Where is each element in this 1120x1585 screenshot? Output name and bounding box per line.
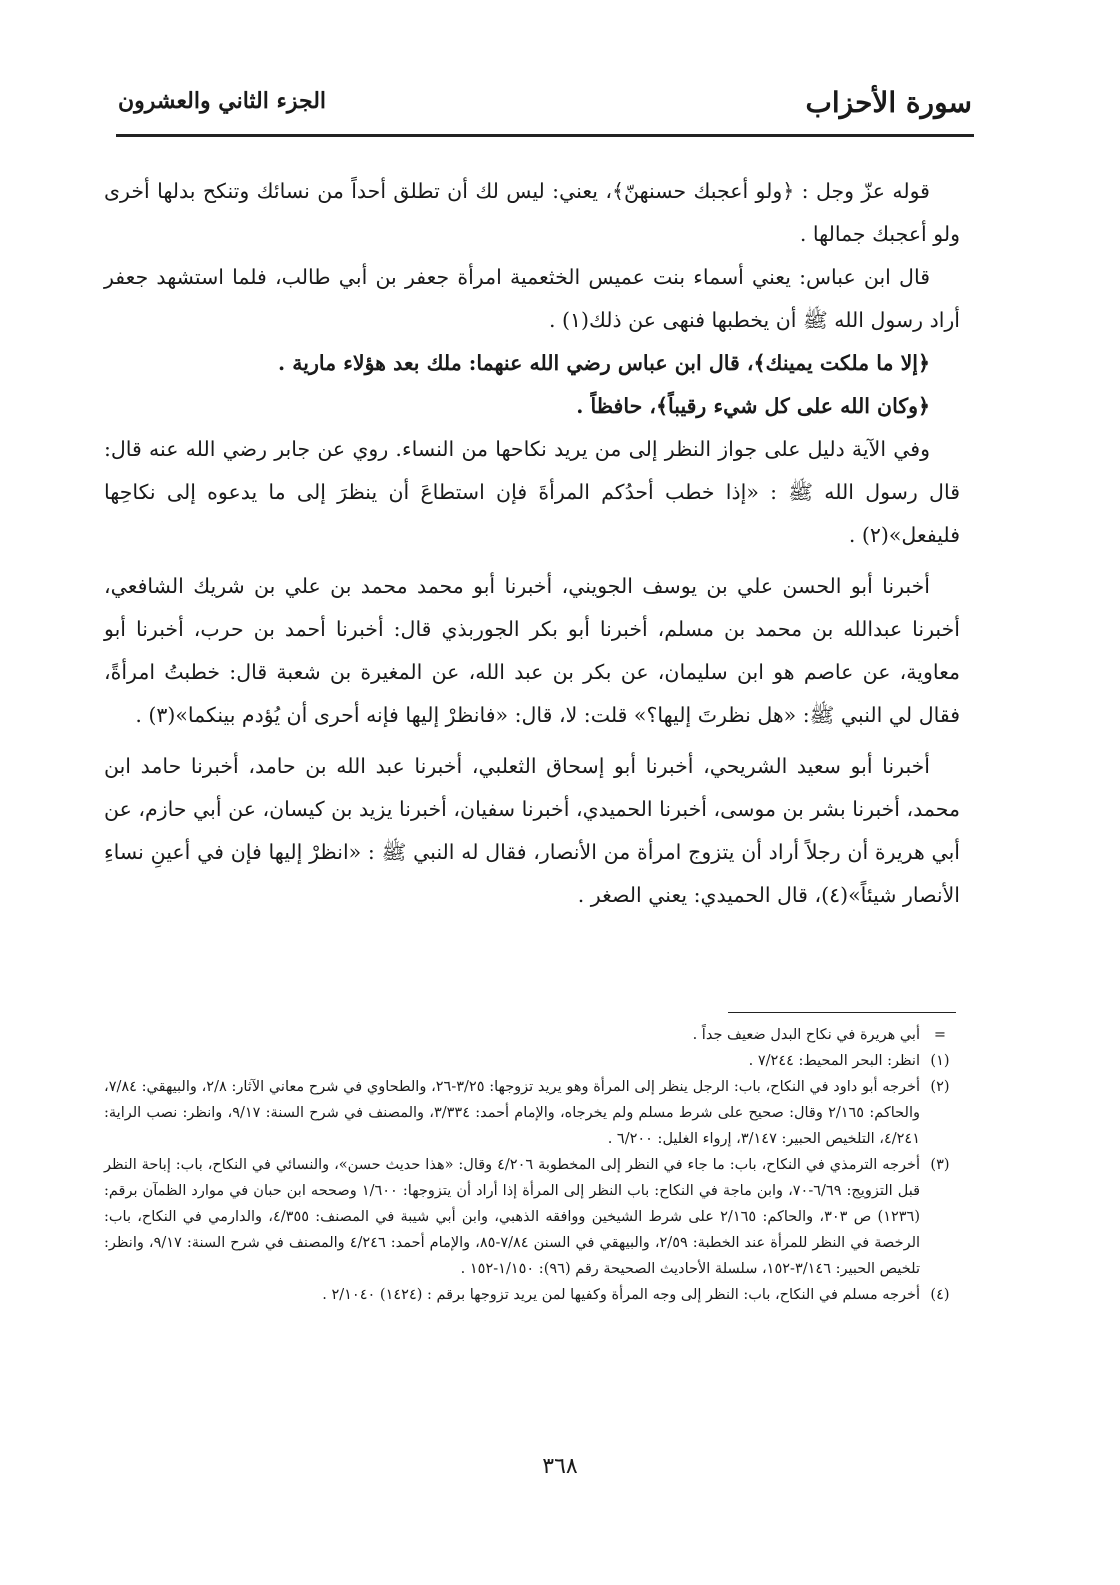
footnote-divider: [728, 1012, 956, 1013]
footnote-text: أخرجه مسلم في النكاح، باب: النظر إلى وجه المرأة وكفيها لمن يريد تزوجها برقم : (١٤٢٤) ٢/١٠٤٠ .: [322, 1287, 920, 1303]
page-header: [118, 86, 972, 126]
footnote-number: (٢): [930, 1079, 950, 1095]
footnote-text: أخرجه أبو داود في النكاح، باب: الرجل ينظر إلى المرأة وهو يريد تزوجها: ٣/٢٥-٢٦، والطحاوي في شرح معاني الآثار: ٢/٨، والبيهقي: ٧/٨٤، والحاكم: ٢/١٦٥ وقال: صحيح على شرط مسلم ولم يخرجاه، والإمام أحمد: ٣/٣٣٤، والمصنف في شرح السنة: ٩/١٧، وانظر: نصب الراية: ٤/٢٤١، التلخيص الحبير: ٣/١٤٧، إرواء الغليل: ٦/٢٠٠ .: [104, 1079, 920, 1147]
main-text: [104, 170, 960, 917]
footnote-text: أخرجه الترمذي في النكاح، باب: ما جاء في النظر إلى المخطوبة ٤/٢٠٦ وقال: «هذا حديث حسن»، والنسائي في النكاح، باب: إباحة النظر قبل التزويج: ٦/٦٩-٧٠، وابن ماجة في النكاح: باب النظر إلى المرأة إذا أراد أن يتزوجها: ١/٦٠٠ وصححه ابن حبان في موارد الظمآن برقم: (١٢٣٦) ص ٣٠٣، والحاكم: ٢/١٦٥ على شرط الشيخين ووافقه الذهبي، وابن أبي شيبة في المصنف: ٤/٣٥٥، والدارمي في النكاح، باب: الرخصة في النظر للمرأة عند الخطبة: ٢/٥٩، والبيهقي في السنن ٧/٨٤-٨٥، والإمام أحمد: ٤/٢٤٦ والمصنف في شرح السنة: ٩/١٧، وانظر: تلخيص الحبير: ٣/١٤٦-١٥٢، سلسلة الأحاديث الصحيحة رقم (٩٦): ١/١٥٠-١٥٢ .: [104, 1157, 921, 1277]
verse-paragraph: ﴿إلا ما ملكت يمينك﴾، قال ابن عباس رضي الله عنهما: ملك بعد هؤلاء مارية .: [278, 351, 930, 375]
paragraph: قال ابن عباس: يعني أسماء بنت عميس الخثعمية امرأة جعفر بن أبي طالب، فلما استشهد جعفر أراد رسول الله ﷺ أن يخطبها فنهى عن ذلك(١) .: [104, 265, 960, 332]
paragraph: وفي الآية دليل على جواز النظر إلى من يريد نكاحها من النساء. روي عن جابر رضي الله عنه قال: قال رسول الله ﷺ : «إذا خطب أحدُكم المرأةَ فإن استطاعَ أن ينظرَ إلى ما يدعوه إلى نكاحِها فليفعل»(٢) .: [104, 437, 960, 547]
footnote-text: انظر: البحر المحيط: ٧/٢٤٤ .: [748, 1053, 920, 1069]
paragraph: قوله عزّ وجل : ﴿ولو أعجبك حسنهنّ﴾، يعني: ليس لك أن تطلق أحداً من نسائك وتنكح بدلها أخرى ولو أعجبك جمالها .: [104, 179, 960, 246]
paragraph: أخبرنا أبو الحسن علي بن يوسف الجويني، أخبرنا أبو محمد محمد بن علي بن شريك الشافعي، أخبرنا عبدالله بن محمد بن مسلم، أخبرنا أبو بكر الجوربذي قال: أخبرنا أحمد بن حرب، أخبرنا أبو معاوية، عن عاصم هو ابن سليمان، عن بكر بن عبد الله، عن المغيرة بن شعبة قال: خطبتُ امرأةً، فقال لي النبي ﷺ: «هل نظرتَ إليها؟» قلت: لا، قال: «فانظرْ إليها فإنه أحرى أن يُؤدم بينكما»(٣) .: [104, 574, 960, 727]
surah-title: سورة الأحزاب: [805, 86, 972, 119]
footnote-item: [104, 1022, 960, 1048]
footnote-number: (٣): [930, 1157, 950, 1173]
footnote-text: أبي هريرة في نكاح البدل ضعيف جداً .: [692, 1027, 920, 1043]
footnote-number: (١): [930, 1053, 950, 1069]
footnote-item: [104, 1074, 960, 1152]
footnotes: [104, 1022, 960, 1308]
footnote-number: =: [933, 1027, 947, 1043]
paragraph: أخبرنا أبو سعيد الشريحي، أخبرنا أبو إسحاق الثعلبي، أخبرنا عبد الله بن حامد، أخبرنا حامد ابن محمد، أخبرنا بشر بن موسى، أخبرنا الحميدي، أخبرنا سفيان، أخبرنا يزيد بن كيسان، عن أبي حازم، عن أبي هريرة أن رجلاً أراد أن يتزوج امرأة من الأنصار، فقال له النبي ﷺ : «انظرْ إليها فإن في أعينِ نساءِ الأنصار شيئاً»(٤)، قال الحميدي: يعني الصغر .: [104, 754, 960, 907]
juz-title: الجزء الثاني والعشرون: [118, 88, 327, 114]
footnote-item: [104, 1048, 960, 1074]
footnote-item: [104, 1282, 960, 1308]
verse-paragraph: ﴿وكان الله على كل شيء رقيباً﴾، حافظاً .: [576, 394, 930, 418]
footnote-item: [104, 1152, 960, 1282]
footnote-number: (٤): [930, 1287, 950, 1303]
header-divider: [116, 134, 974, 137]
page-number: ٣٦٨: [542, 1454, 578, 1479]
